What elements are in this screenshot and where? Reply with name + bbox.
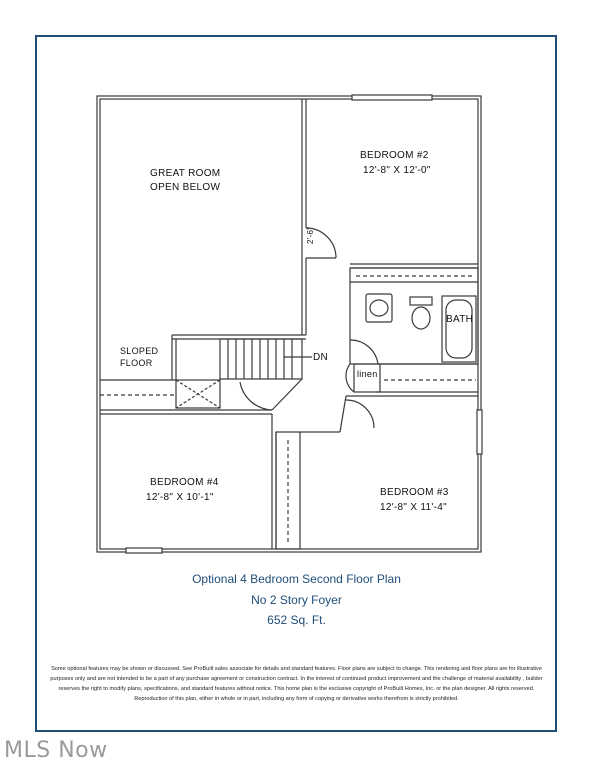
window-bedroom4 [126, 548, 162, 553]
door-width-label: 2'-6" [306, 226, 315, 244]
bedroom2-label: BEDROOM #2 [360, 150, 429, 161]
great-room-sub-label: OPEN BELOW [150, 182, 221, 193]
mls-now-watermark: MLS Now [4, 738, 108, 763]
caption-subtitle: No 2 Story Foyer [251, 593, 342, 607]
bedroom3-dimensions: 12'-8" X 11'-4" [380, 502, 447, 513]
sloped-floor-label-line1: SLOPED [120, 346, 159, 356]
stair-down-label: DN [313, 352, 329, 363]
great-room-label: GREAT ROOM [150, 168, 221, 179]
bedroom3-label: BEDROOM #3 [380, 487, 449, 498]
bedroom4-label: BEDROOM #4 [150, 477, 219, 488]
caption-title: Optional 4 Bedroom Second Floor Plan [192, 572, 401, 586]
caption-area: 652 Sq. Ft. [267, 613, 326, 627]
bath-label: BATH [446, 314, 474, 325]
bedroom4-dimensions: 12'-8" X 10'-1" [146, 492, 214, 503]
sloped-floor-label-line2: FLOOR [120, 358, 153, 368]
linen-label: linen [357, 369, 378, 379]
window-bedroom2 [352, 95, 432, 100]
window-bedroom3 [477, 410, 482, 454]
bedroom2-dimensions: 12'-8" X 12'-0" [363, 165, 431, 176]
disclaimer-text: Some optional features may be shown or discussed. See ProBuilt sales associate for details and standard features. Floor plans are subject to change. This rendering and floor plans are for illustrative purposes only and are not intended to be a part of any purchase agreement or construction contract. In the interest of continued product improvement and the challenge of material availability , builder reserves the right to modify plans, specifications, and standard features without notice. This home plan is the exclusive copyright of ProBuilt Homes, Inc. or the plan designer. All rights reserved. Reproduction of this plan, either in whole or in part, including any form of copying or derivative works therefrom is strictly prohibited. [50, 666, 543, 702]
